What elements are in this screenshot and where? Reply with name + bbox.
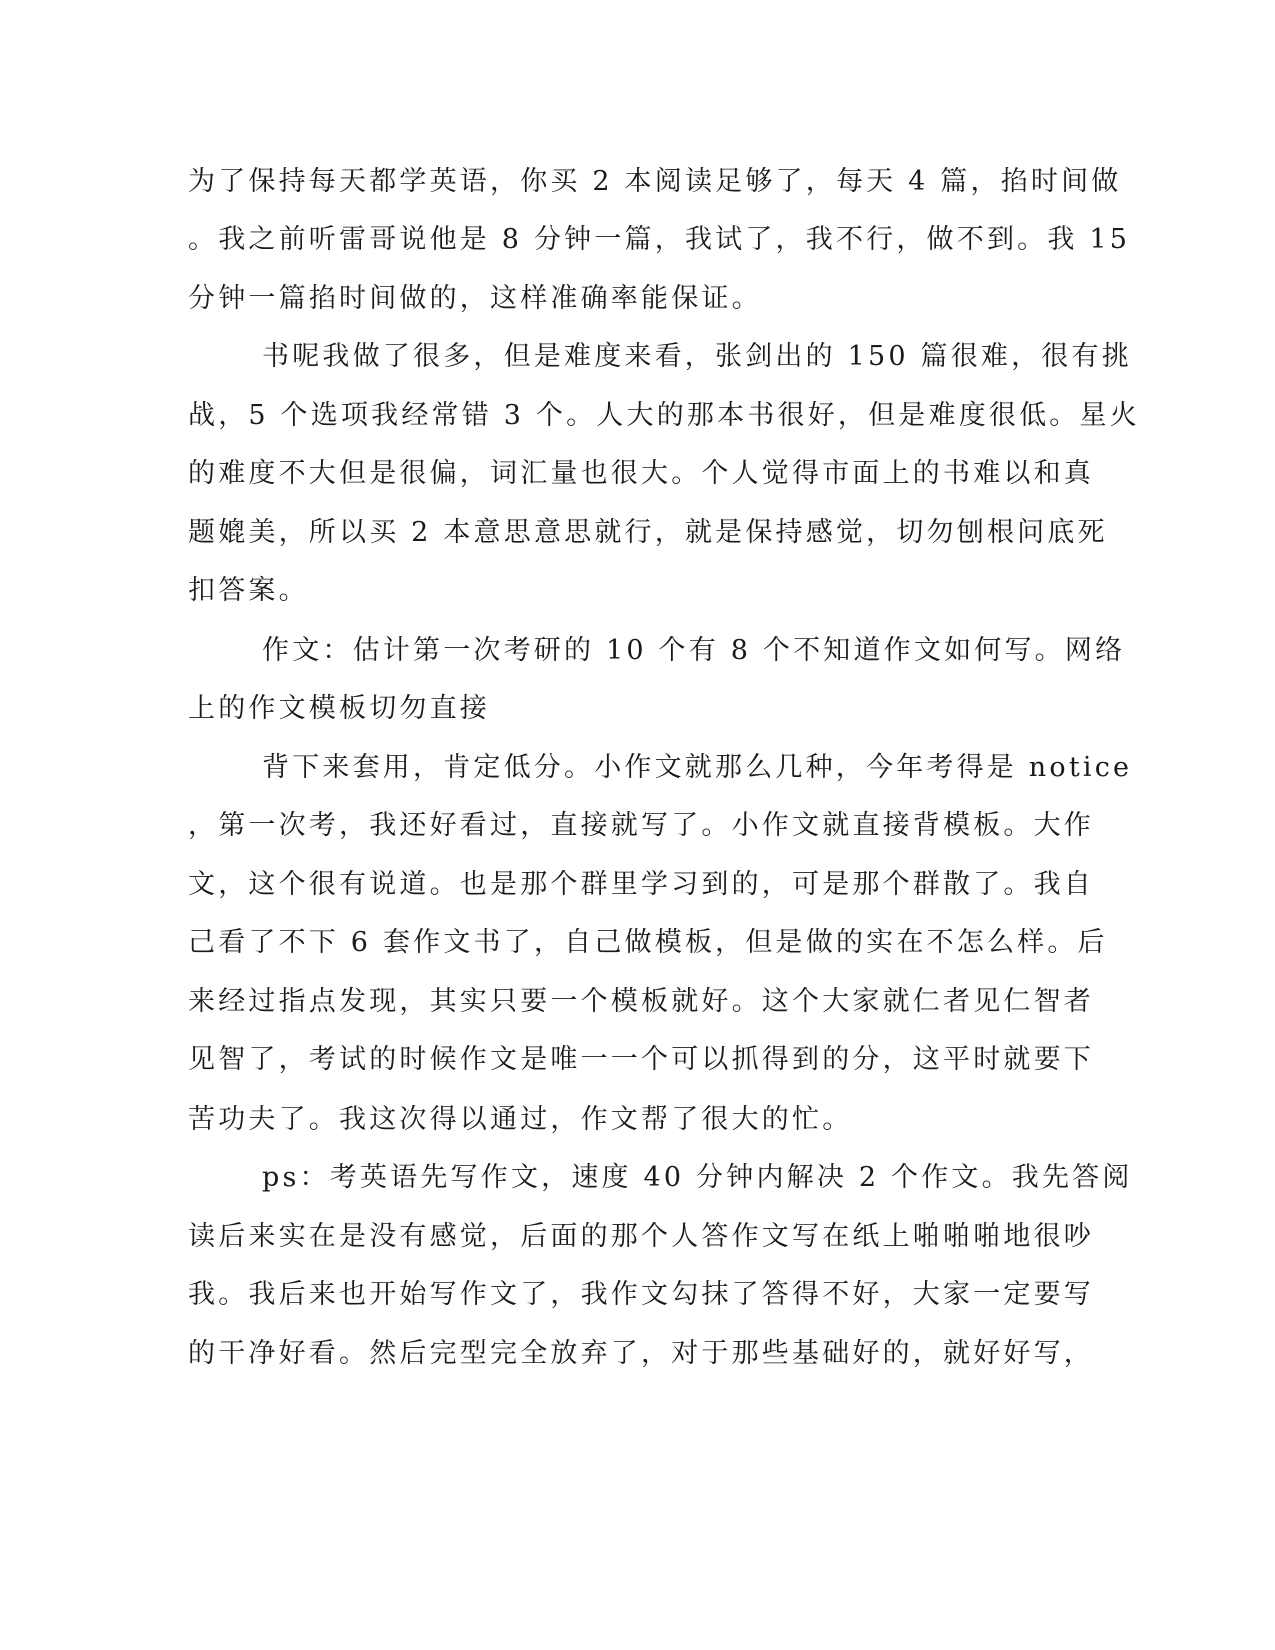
- text-line: 上的作文模板切勿直接: [188, 693, 490, 724]
- text-line: 题媲美，所以买 2 本意思意思就行，就是保持感觉，切勿刨根问底死: [188, 517, 1108, 548]
- text-line: 见智了，考试的时候作文是唯一一个可以抓得到的分，这平时就要下: [188, 1044, 1094, 1075]
- paragraph-first-line: 书呢我做了很多，但是难度来看，张剑出的 150 篇很难，很有挑: [262, 341, 1132, 372]
- text-line: 的难度不大但是很偏，词汇量也很大。个人觉得市面上的书难以和真: [188, 458, 1094, 489]
- text-line: 我。我后来也开始写作文了，我作文勾抹了答得不好，大家一定要写: [188, 1279, 1094, 1310]
- paragraph-first-line: 作文：估计第一次考研的 10 个有 8 个不知道作文如何写。网络: [262, 635, 1126, 666]
- paragraph-first-line: ps：考英语先写作文，速度 40 分钟内解决 2 个作文。我先答阅: [262, 1162, 1133, 1193]
- text-line: 为了保持每天都学英语，你买 2 本阅读足够了，每天 4 篇，掐时间做: [188, 166, 1122, 197]
- text-line: 读后来实在是没有感觉，后面的那个人答作文写在纸上啪啪啪地很吵: [188, 1221, 1094, 1252]
- paragraph-first-line: 背下来套用，肯定低分。小作文就那么几种，今年考得是 notice: [262, 752, 1133, 783]
- text-line: 来经过指点发现，其实只要一个模板就好。这个大家就仁者见仁智者: [188, 986, 1094, 1017]
- text-line: 战，5 个选项我经常错 3 个。人大的那本书很好，但是难度很低。星火: [188, 400, 1140, 431]
- text-line: ，第一次考，我还好看过，直接就写了。小作文就直接背模板。大作: [188, 810, 1094, 841]
- text-line: 。我之前听雷哥说他是 8 分钟一篇，我试了，我不行，做不到。我 15: [188, 224, 1131, 255]
- text-line: 的干净好看。然后完型完全放弃了，对于那些基础好的，就好好写，: [188, 1338, 1094, 1369]
- text-line: 苦功夫了。我这次得以通过，作文帮了很大的忙。: [188, 1104, 853, 1135]
- text-line: 文，这个很有说道。也是那个群里学习到的，可是那个群散了。我自: [188, 869, 1094, 900]
- text-line: 扣答案。: [188, 575, 309, 606]
- text-line: 己看了不下 6 套作文书了，自己做模板，但是做的实在不怎么样。后: [188, 927, 1108, 958]
- text-line: 分钟一篇掐时间做的，这样准确率能保证。: [188, 283, 762, 314]
